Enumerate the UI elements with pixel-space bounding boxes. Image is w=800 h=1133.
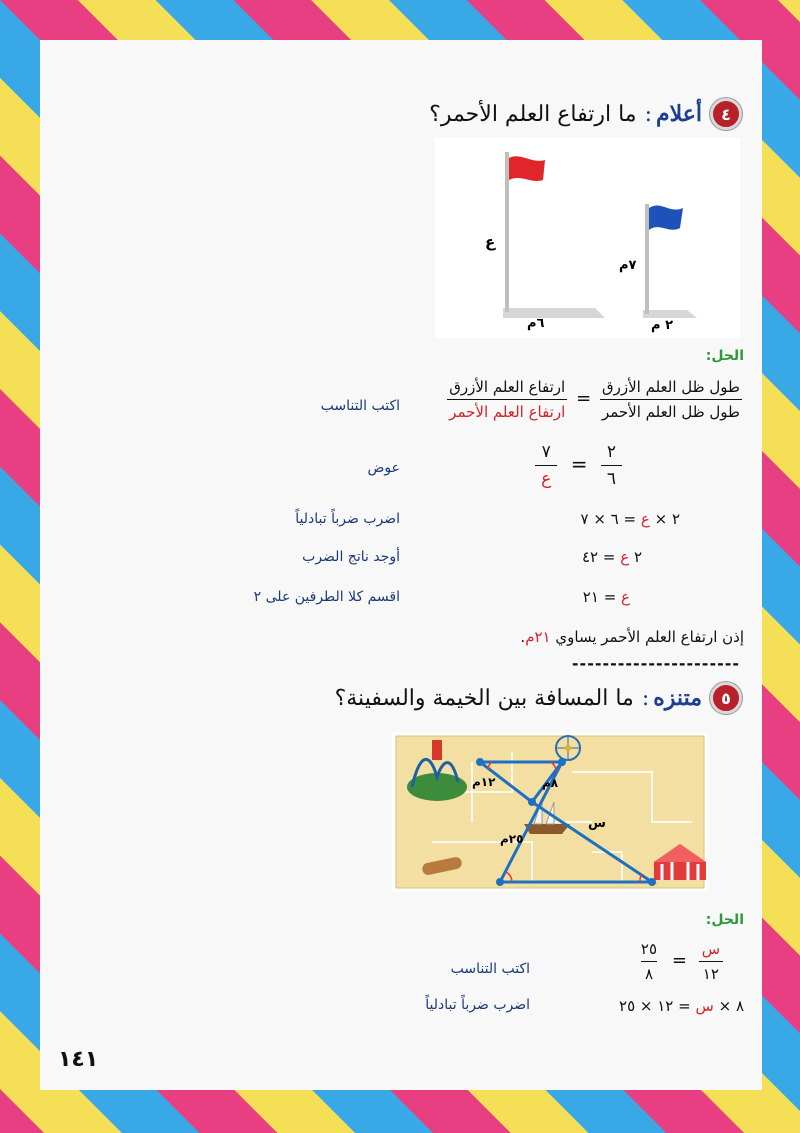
question-5-solution-label: الحل: xyxy=(705,912,744,928)
section-divider: ---------------------- xyxy=(571,654,740,673)
q4-step-2: عوض xyxy=(367,460,400,476)
q4-step-4: أوجد ناتج الضرب xyxy=(302,549,400,565)
question-5-text: ما المسافة بين الخيمة والسفينة؟ xyxy=(334,685,634,711)
q5-eq2-part-b: = ١٢ × ٢٥ xyxy=(619,997,691,1015)
q4-eq4-variable: ع xyxy=(620,548,630,566)
flags-figure xyxy=(435,138,740,338)
q4-eq1-right-fraction xyxy=(447,378,567,421)
map-label-12m: ١٢م xyxy=(472,775,496,789)
q5-eq1-right-denominator: ٨ xyxy=(641,961,657,983)
blue-flag-height-label: ٧م xyxy=(619,258,637,273)
question-5-header xyxy=(335,682,742,714)
q4-equation-proportion xyxy=(447,378,742,421)
q4-eq2-left-denominator: ٦ xyxy=(601,465,622,489)
q4-equation-final xyxy=(583,588,630,606)
q4-eq2-equals: = xyxy=(570,451,588,476)
q4-eq4-part-a: ٢ xyxy=(633,548,642,566)
q5-eq2-variable: س xyxy=(695,997,714,1015)
q5-eq1-right-numerator: ٢٥ xyxy=(640,940,658,958)
q4-eq3-part-b: = ٦ × ٧ xyxy=(580,510,637,528)
q5-eq2-part-a: ٨ × xyxy=(718,997,744,1015)
blue-flag-pole xyxy=(645,204,649,314)
park-map-figure xyxy=(392,732,708,892)
question-4-number-badge: ٤ xyxy=(710,98,742,130)
q4-equation-substitute xyxy=(535,442,622,489)
q5-eq1-equals: = xyxy=(671,950,687,971)
q4-eq1-right-denominator: ارتفاع العلم الأحمر xyxy=(447,399,567,421)
q5-equation-cross-multiply xyxy=(619,997,744,1015)
question-4-separator: : xyxy=(644,101,652,127)
q4-step-3: اضرب ضرباً تبادلياً xyxy=(295,511,400,527)
question-5-number-badge: ٥ xyxy=(710,682,742,714)
red-flag-height-label: ع xyxy=(485,233,496,251)
q4-conclusion-end: . xyxy=(520,628,526,646)
q5-eq1-left-numerator: س xyxy=(701,940,720,958)
q4-eq1-right-numerator: ارتفاع العلم الأزرق xyxy=(449,378,566,396)
q4-step-1: اكتب التناسب xyxy=(320,398,400,414)
q4-eq2-left-fraction xyxy=(601,442,622,489)
page-number: ١٤١ xyxy=(58,1047,99,1072)
q5-eq1-right-fraction xyxy=(637,940,661,983)
q4-eq2-right-denominator: ع xyxy=(535,465,557,489)
q4-conclusion-text: إذن ارتفاع العلم الأحمر يساوي xyxy=(555,628,744,646)
q5-step-2: اضرب ضرباً تبادلياً xyxy=(425,997,530,1013)
q4-eq1-left-denominator: طول ظل العلم الأحمر xyxy=(600,399,742,421)
q4-eq2-right-numerator: ٧ xyxy=(541,442,551,462)
question-4-text: ما ارتفاع العلم الأحمر؟ xyxy=(429,101,637,127)
q4-eq2-left-numerator: ٢ xyxy=(606,442,616,462)
park-map-illustration xyxy=(392,732,708,892)
red-flag-shadow xyxy=(503,308,605,318)
q4-conclusion-value: ٢١م xyxy=(525,628,551,646)
q5-eq1-left-fraction xyxy=(698,940,724,983)
q4-eq2-right-fraction xyxy=(535,442,557,489)
q4-eq3-part-a: ٢ × xyxy=(654,510,680,528)
red-flag-pole xyxy=(505,152,509,312)
q5-equation-proportion xyxy=(637,940,724,983)
q4-eq3-variable: ع xyxy=(640,510,650,528)
red-flag-shadow-label: ٦م xyxy=(527,316,545,331)
question-5-title: متنزه xyxy=(653,685,702,711)
map-label-8m: ٨م xyxy=(542,776,559,790)
q4-eq5-part-b: = ٢١ xyxy=(582,588,617,606)
q5-eq1-left-denominator: ١٢ xyxy=(699,961,723,983)
flags-illustration xyxy=(435,138,740,338)
q5-step-1: اكتب التناسب xyxy=(450,961,530,977)
worksheet-page xyxy=(40,40,762,1090)
q4-eq1-left-fraction xyxy=(600,378,742,421)
q4-eq5-variable: ع xyxy=(621,588,630,606)
question-5-separator: : xyxy=(641,685,650,711)
map-label-25m: ٢٥م xyxy=(500,832,524,846)
map-label-s: س xyxy=(588,816,606,831)
q4-conclusion xyxy=(520,628,744,646)
q4-step-5: اقسم كلا الطرفين على ٢ xyxy=(253,589,400,605)
q4-equation-multiply-result xyxy=(582,548,642,566)
question-4-title: أعلام xyxy=(656,101,702,127)
q4-eq4-part-b: = ٤٢ xyxy=(581,548,616,566)
q4-equation-cross-multiply xyxy=(581,510,681,528)
question-4-header xyxy=(429,98,742,130)
ferris-wheel-icon xyxy=(556,736,580,760)
q4-eq1-equals: = xyxy=(576,388,592,409)
blue-flag-shadow-label: ٢ م xyxy=(651,318,673,333)
q4-eq1-left-numerator: طول ظل العلم الأزرق xyxy=(601,378,740,396)
question-4-solution-label: الحل: xyxy=(705,348,744,364)
